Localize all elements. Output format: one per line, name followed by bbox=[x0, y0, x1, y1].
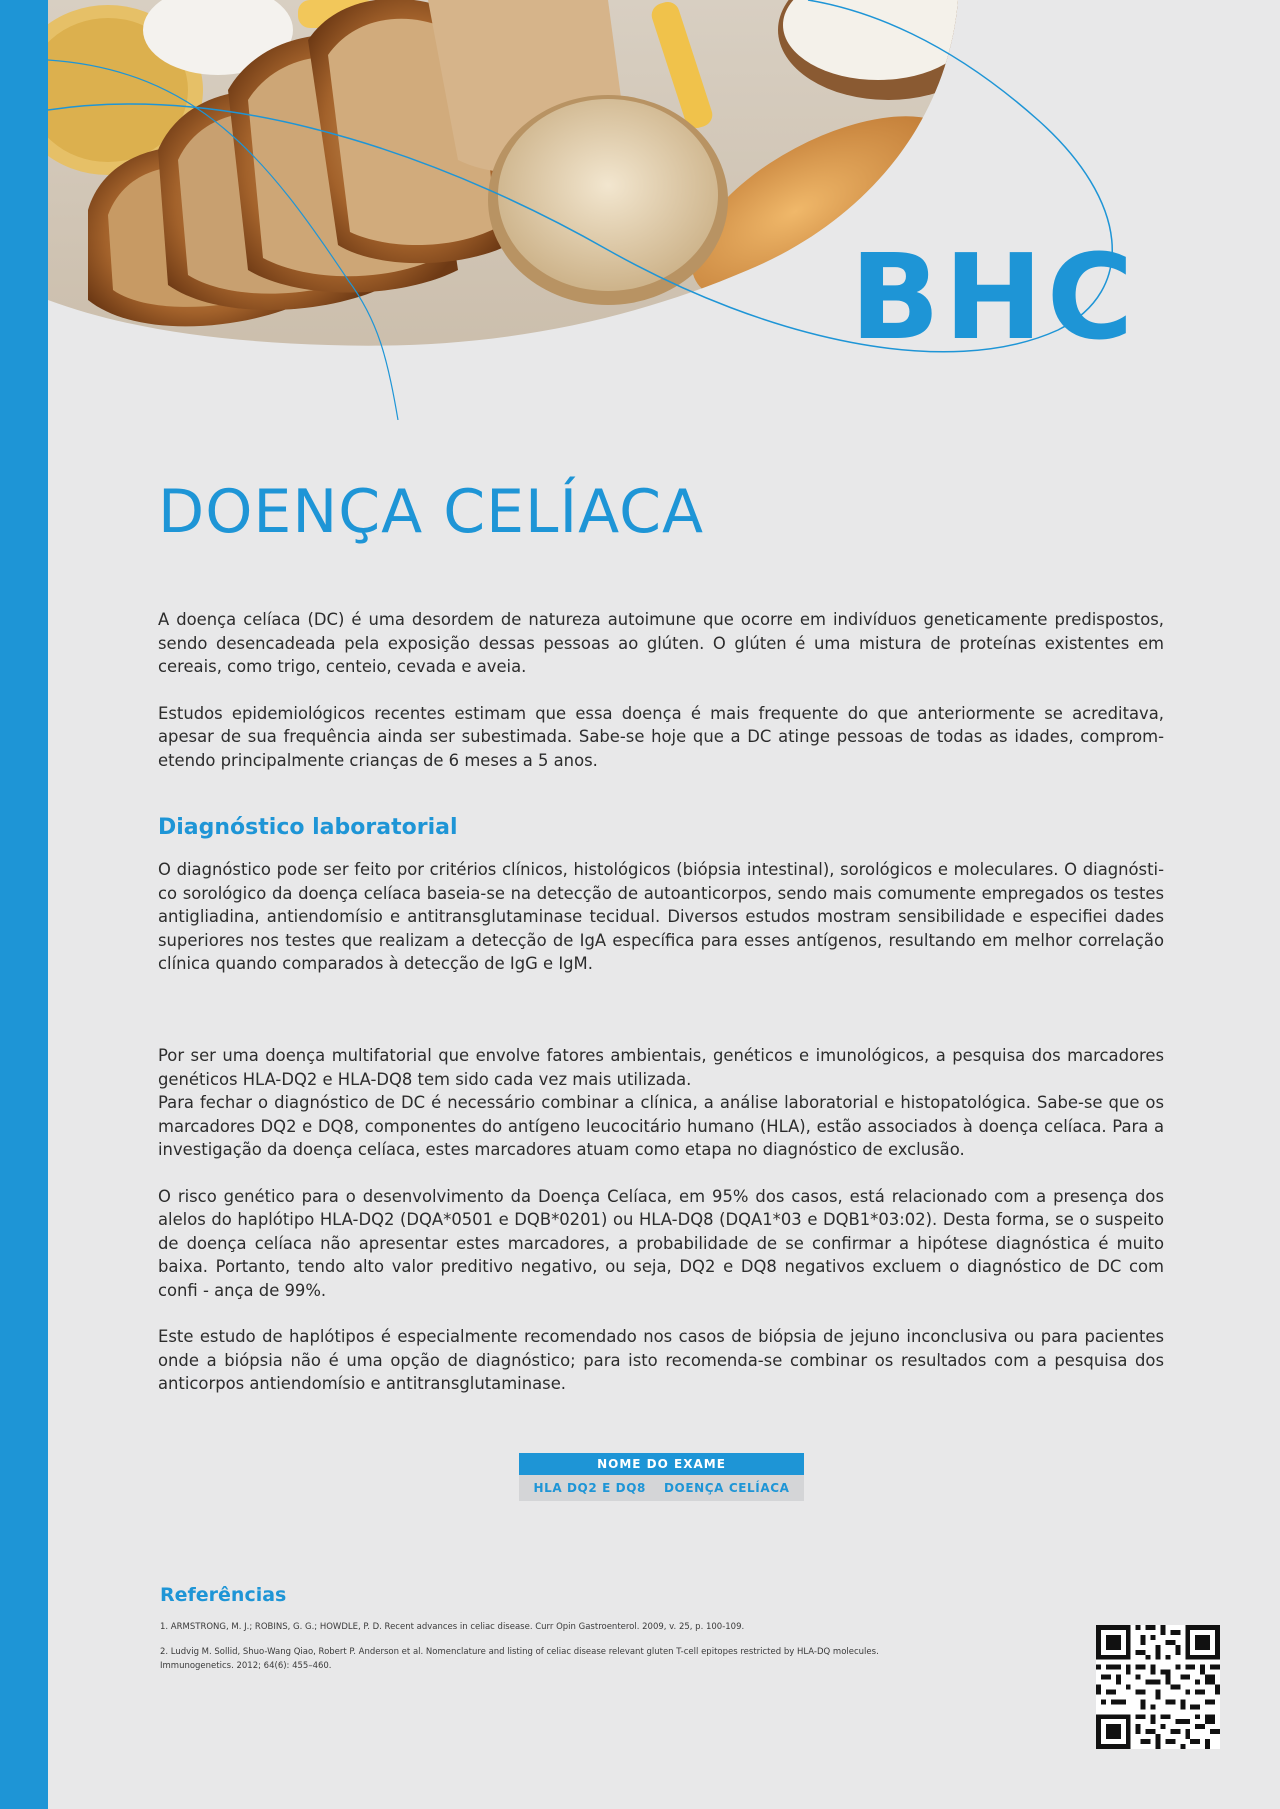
section-heading-diagnostico: Diagnóstico laboratorial bbox=[158, 815, 458, 840]
diagnostico-section bbox=[158, 858, 1164, 976]
diagnostico-paragraph-1: O diagnóstico pode ser feito por critérios clínicos, histológicos (biópsia intestinal), sorológicos e moleculares. O diagnósti-co sorológico da doença celíaca baseia-se na detecção de autoanticorpos, sendo mais comumente empregados os testes antigliadina, antiendomísio e antitransglutaminase tecidual. Diversos estudos mostram sensibilidade e especifiei dades superiores nos testes que realizam a detecção de IgA específica para esses antígenos, resultando em melhor correlação clínica quando comparados à detecção de IgG e IgM. bbox=[158, 860, 1164, 973]
intro-paragraph-2: Estudos epidemiológicos recentes estimam que essa doença é mais frequente do que anteriormente se acreditava, apesar de sua frequência ainda ser subestimada. Sabe-se hoje que a DC atinge pessoas de todas as idades, comprom-etendo principalmente crianças de 6 meses a 5 anos. bbox=[158, 703, 1164, 770]
exam-name: DOENÇA CELÍACA bbox=[663, 1481, 790, 1495]
exam-table bbox=[519, 1453, 804, 1501]
genetics-paragraph-4: Este estudo de haplótipos é especialmente recomendado nos casos de biópsia de jejuno inconclusiva ou para pacientes onde a biópsia não é uma opção de diagnóstico; para isto recomenda-se combinar os resultados com a pesquisa dos anticorpos antiendomísio e antitransglutaminase. bbox=[158, 1327, 1164, 1393]
intro-paragraph-1: A doença celíaca (DC) é uma desordem de natureza autoimune que ocorre em indivíduos geneticamente predispostos, sendo desencadeada pela exposição dessas pessoas ao glúten. O glúten é uma mistura de proteínas existentes em cereais, como trigo, centeio, cevada e aveia. bbox=[158, 610, 1164, 676]
side-accent-bar bbox=[0, 0, 48, 1809]
intro-section bbox=[158, 608, 1164, 772]
exam-table-row bbox=[519, 1475, 804, 1501]
reference-item: 2. Ludvig M. Sollid, Shuo-Wang Qiao, Robert P. Anderson et al. Nomenclature and listing of celiac disease relevant gluten T-cell epitopes restricted by HLA-DQ molecules. Immunogenetics. 2012; 64(6): 455–460. bbox=[160, 1647, 879, 1671]
references-heading: Referências bbox=[160, 1584, 287, 1606]
brand-logo: BHC bbox=[850, 228, 1138, 366]
exam-table-header: NOME DO EXAME bbox=[519, 1453, 804, 1475]
reference-item: 1. ARMSTRONG, M. J.; ROBINS, G. G.; HOWDLE, P. D. Recent advances in celiac disease. Curr Opin Gastroenterol. 2009, v. 25, p. 100-109. bbox=[160, 1622, 745, 1632]
genetics-section bbox=[158, 1044, 1164, 1396]
qr-code[interactable] bbox=[1096, 1625, 1220, 1749]
genetics-paragraph-2: Para fechar o diagnóstico de DC é necessário combinar a clínica, a análise laboratorial e histopatológica. Sabe-se que os marcadores DQ2 e DQ8, componentes do antígeno leucocitário humano (HLA), estão associados à doença celíaca. Para a investigação da doença celíaca, estes marcadores atuam como etapa no diagnóstico de exclusão. bbox=[158, 1093, 1164, 1159]
page-title: DOENÇA CELÍACA bbox=[158, 477, 705, 547]
genetics-paragraph-3: O risco genético para o desenvolvimento da Doença Celíaca, em 95% dos casos, está relacionado com a presença dos alelos do haplótipo HLA-DQ2 (DQA*0501 e DQB*0201) ou HLA-DQ8 (DQA1*03 e DQB1*03:02). Desta forma, se o suspeito de doença celíaca não apresentar estes marcadores, a probabilidade de se confirmar a hipótese diagnóstica é muito baixa. Portanto, tendo alto valor preditivo negativo, ou seja, DQ2 e DQ8 negativos excluem o diagnóstico de DC com confi - ança de 99%. bbox=[158, 1186, 1164, 1300]
exam-code: HLA DQ2 E DQ8 bbox=[533, 1481, 646, 1495]
genetics-paragraph-1: Por ser uma doença multifatorial que envolve fatores ambientais, genéticos e imunológicos, a pesquisa dos marcadores genéticos HLA-DQ2 e HLA-DQ8 tem sido cada vez mais utilizada. bbox=[158, 1046, 1164, 1089]
